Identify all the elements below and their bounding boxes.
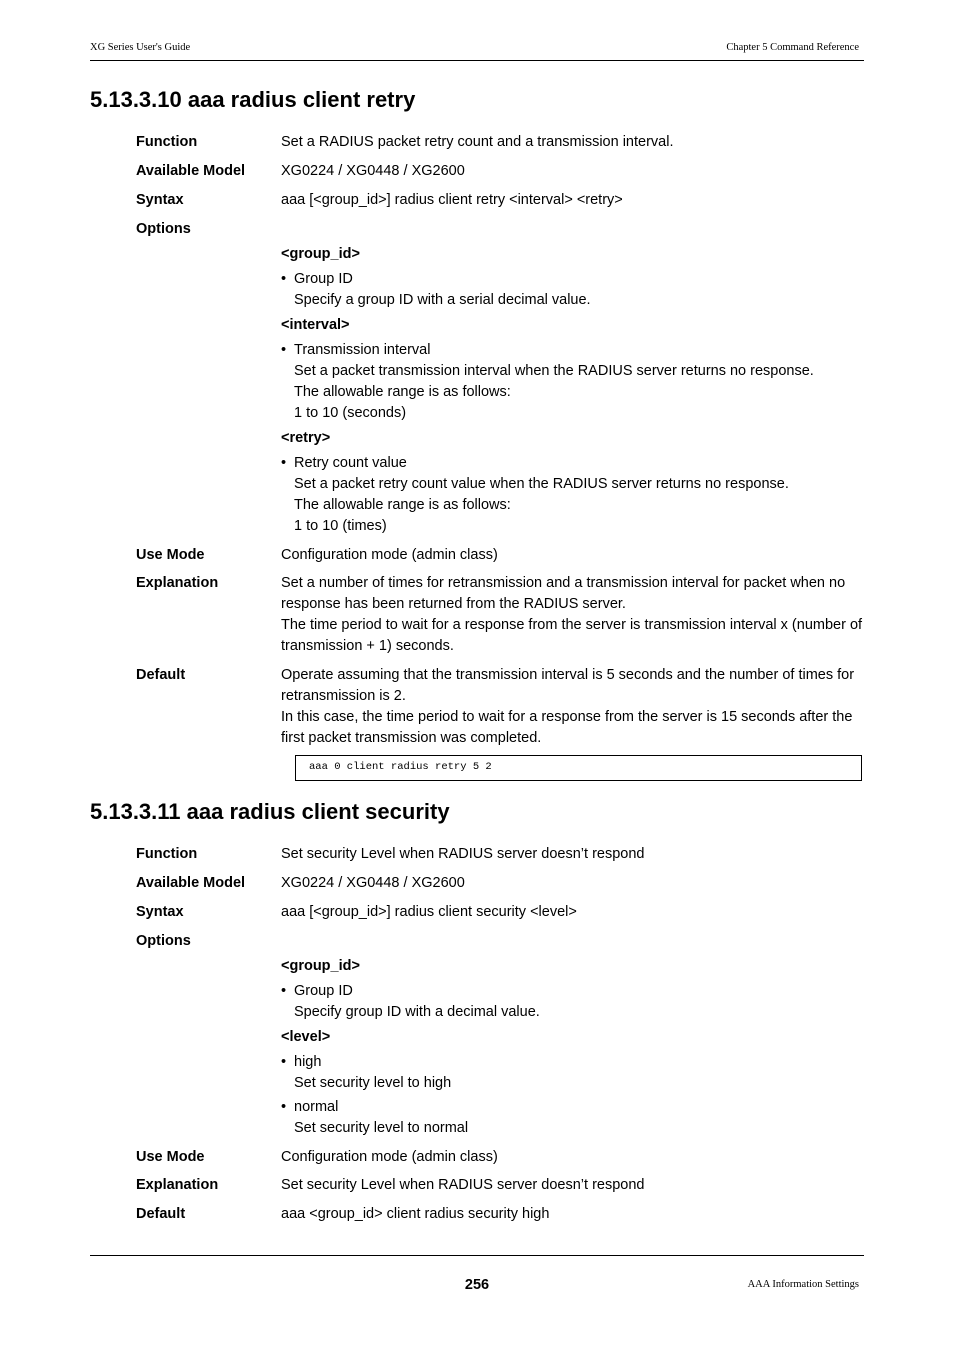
options-label: Options: [136, 933, 191, 949]
function-row: [90, 844, 864, 873]
function-text: Set security Level when RADIUS server doesn’t respond: [281, 846, 645, 862]
bullet-dot: •: [281, 1054, 287, 1070]
section-aaa-radius-client-retry: [90, 86, 864, 781]
option-name: <group_id>: [281, 246, 360, 262]
model-label: Available Model: [136, 163, 246, 179]
usemode-label: Use Mode: [136, 547, 205, 563]
options-list: [90, 244, 864, 545]
bullet-dot: •: [281, 1099, 287, 1115]
function-row: [90, 132, 864, 161]
options-list: [90, 956, 864, 1147]
footer-section-title: AAA Information Settings: [747, 1279, 859, 1290]
syntax-label: Syntax: [136, 904, 184, 920]
usemode-text: Configuration mode (admin class): [281, 1149, 498, 1165]
options-label: Options: [136, 221, 191, 237]
explanation-text: Set security Level when RADIUS server doesn’t respond: [281, 1177, 645, 1193]
option-description: Set a packet retry count value when the RADIUS server returns no response.: [294, 476, 789, 492]
section-aaa-radius-client-security: [90, 798, 864, 1233]
option-name: <interval>: [281, 317, 350, 333]
option-bullet: [281, 981, 864, 1002]
option-description: The allowable range is as follows:: [294, 497, 511, 513]
function-label: Function: [136, 846, 198, 862]
option-group-id: [281, 956, 864, 1023]
default-text: Operate assuming that the transmission interval is 5 seconds and the number of times for retransmission is 2.: [281, 667, 855, 704]
option-bullet: [281, 453, 864, 474]
option-bullet: [281, 340, 864, 361]
option-description: Specify group ID with a decimal value.: [294, 1004, 540, 1020]
page-number: 256: [464, 1277, 490, 1293]
bullet-dot: •: [281, 342, 287, 358]
model-row: [90, 161, 864, 190]
footer-rule: [90, 1255, 864, 1256]
usemode-row: [90, 545, 864, 573]
option-description: Set a packet transmission interval when the RADIUS server returns no response.: [294, 363, 814, 379]
option-bullet-text: high: [294, 1054, 322, 1070]
default-label: Default: [136, 667, 186, 683]
section-title: 5.13.3.10 aaa radius client retry: [90, 87, 416, 112]
options-row: [90, 931, 864, 956]
syntax-text: aaa [<group_id>] radius client retry <interval> <retry>: [281, 192, 623, 208]
option-bullet-text: Group ID: [294, 983, 353, 999]
option-description: Specify a group ID with a serial decimal value.: [294, 292, 591, 308]
bullet-dot: •: [281, 983, 287, 999]
explanation-label: Explanation: [136, 1177, 219, 1193]
option-bullet-text: normal: [294, 1099, 339, 1115]
options-row: [90, 219, 864, 244]
option-name: <retry>: [281, 430, 331, 446]
syntax-label: Syntax: [136, 192, 184, 208]
option-bullet: [281, 269, 864, 290]
option-group-id: [281, 244, 864, 311]
option-bullet: [281, 1097, 864, 1118]
option-name: <level>: [281, 1029, 331, 1045]
usemode-row: [90, 1147, 864, 1175]
function-label: Function: [136, 134, 198, 150]
page-header: [90, 42, 859, 60]
default-row: [90, 665, 864, 781]
bullet-dot: •: [281, 271, 287, 287]
option-description: The allowable range is as follows:: [294, 384, 511, 400]
syntax-row: [90, 902, 864, 931]
option-retry: [281, 428, 864, 537]
option-bullet-text: Transmission interval: [294, 342, 431, 358]
model-row: [90, 873, 864, 902]
option-level: [281, 1027, 864, 1139]
default-label: Default: [136, 1206, 186, 1222]
bullet-dot: •: [281, 455, 287, 471]
option-interval: [281, 315, 864, 424]
explanation-row: [90, 1175, 864, 1204]
default-text: In this case, the time period to wait for a response from the server is 15 seconds after the first packet transmission was completed.: [281, 709, 853, 746]
model-text: XG0224 / XG0448 / XG2600: [281, 875, 465, 891]
explanation-label: Explanation: [136, 575, 219, 591]
option-name: <group_id>: [281, 958, 360, 974]
usemode-label: Use Mode: [136, 1149, 205, 1165]
model-text: XG0224 / XG0448 / XG2600: [281, 163, 465, 179]
function-text: Set a RADIUS packet retry count and a transmission interval.: [281, 134, 674, 150]
syntax-row: [90, 190, 864, 219]
header-rule: [90, 60, 864, 61]
usemode-text: Configuration mode (admin class): [281, 547, 498, 563]
header-guide-title: XG Series User's Guide: [90, 42, 191, 53]
option-range: 1 to 10 (seconds): [294, 405, 407, 421]
option-bullet: [281, 1052, 864, 1073]
syntax-text: aaa [<group_id>] radius client security <level>: [281, 904, 577, 920]
default-text: aaa <group_id> client radius security high: [281, 1206, 550, 1222]
option-description: Set security level to normal: [294, 1120, 469, 1136]
explanation-text: The time period to wait for a response from the server is transmission interval x (number of transmission + 1) seconds.: [281, 617, 863, 654]
explanation-row: [90, 573, 864, 665]
explanation-text: Set a number of times for retransmission and a transmission interval for packet when no response has been returned from the RADIUS server.: [281, 575, 846, 612]
default-row: [90, 1204, 864, 1233]
option-bullet-text: Group ID: [294, 271, 353, 287]
option-bullet-text: Retry count value: [294, 455, 407, 471]
option-range: 1 to 10 (times): [294, 518, 387, 534]
model-label: Available Model: [136, 875, 246, 891]
default-code-box: aaa 0 client radius retry 5 2: [295, 755, 862, 781]
section-title: 5.13.3.11 aaa radius client security: [90, 799, 450, 824]
option-description: Set security level to high: [294, 1075, 452, 1091]
header-chapter-title: Chapter 5 Command Reference: [726, 42, 859, 53]
